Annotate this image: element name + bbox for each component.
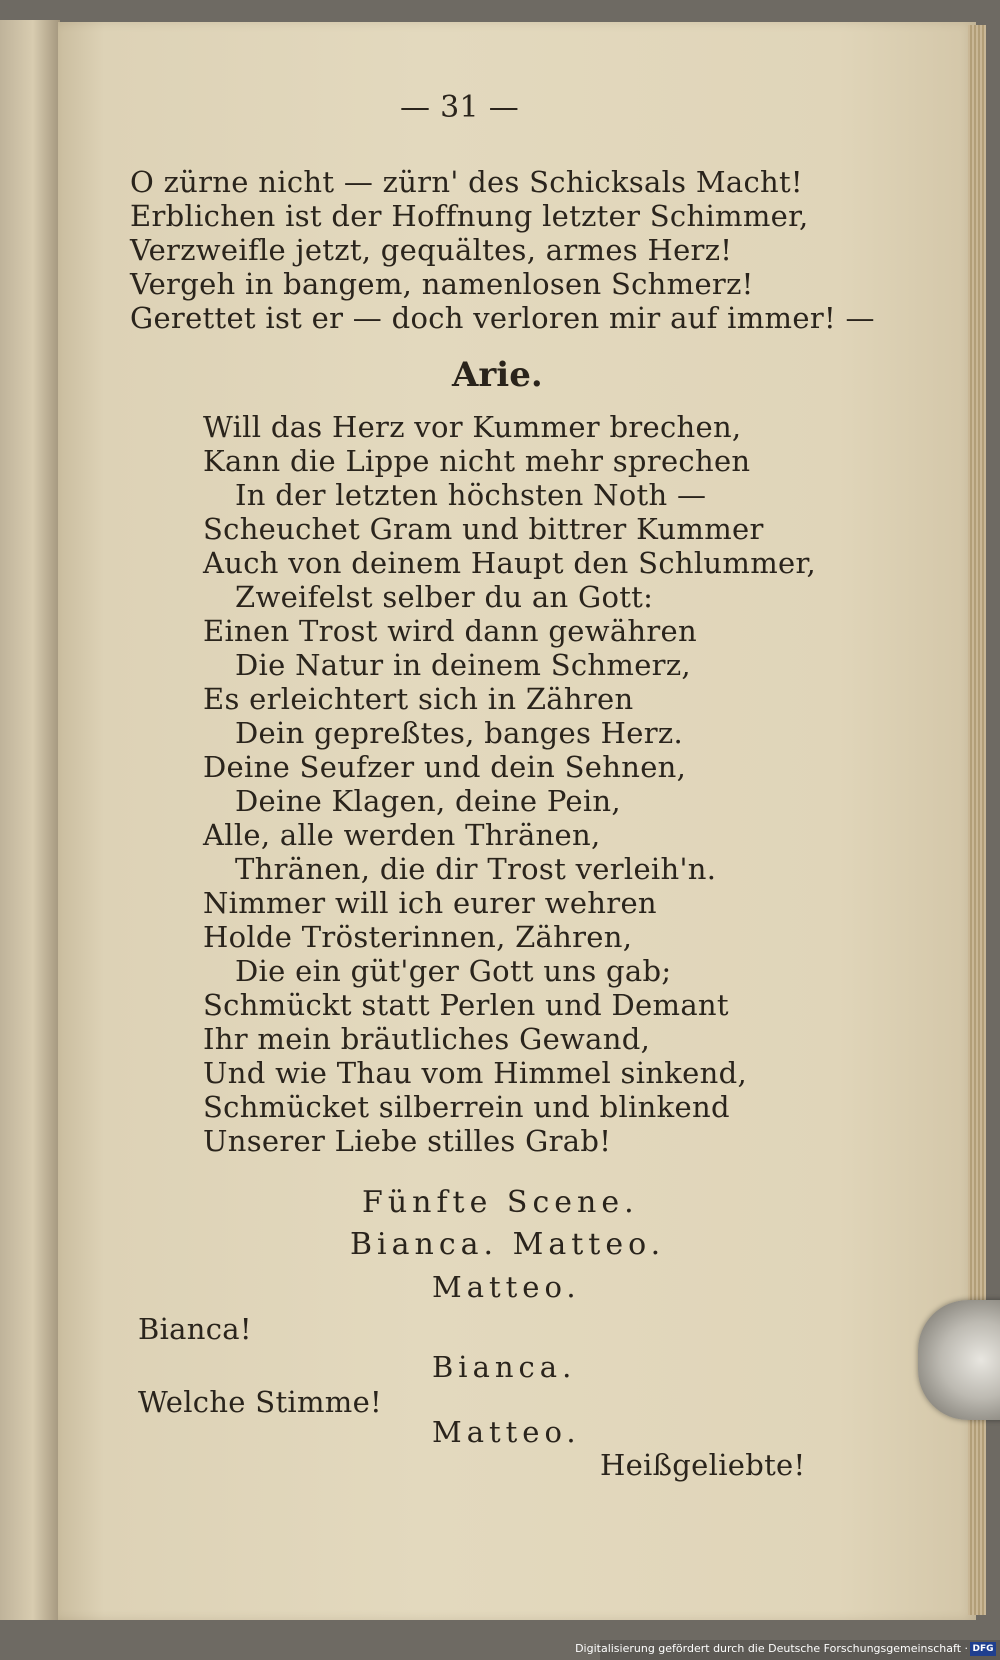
recitative-line: Vergeh in bangem, namenlosen Schmerz!: [130, 267, 754, 301]
aria-line: Will das Herz vor Kummer brechen,: [203, 410, 742, 444]
dialogue-line-2: Welche Stimme!: [138, 1385, 382, 1419]
aria-line: Unserer Liebe stilles Grab!: [203, 1124, 612, 1158]
aria-line: Es erleichtert sich in Zähren: [203, 682, 634, 716]
aria-line: Einen Trost wird dann gewähren: [203, 614, 697, 648]
speaker-bianca: Bianca.: [432, 1350, 577, 1384]
aria-line: Deine Klagen, deine Pein,: [235, 784, 621, 818]
aria-line: Die Natur in deinem Schmerz,: [235, 648, 691, 682]
scene-heading: Fünfte Scene.: [362, 1185, 639, 1220]
aria-line: Alle, alle werden Thränen,: [203, 818, 601, 852]
recitative-line: Verzweifle jetzt, gequältes, armes Herz!: [130, 233, 733, 267]
aria-line: Ihr mein bräutliches Gewand,: [203, 1022, 651, 1056]
recitative-line: O zürne nicht — zürn' des Schicksals Macht!: [130, 165, 803, 199]
footer-credit: Digitalisierung gefördert durch die Deutsche Forschungsgemeinschaft ·: [575, 1642, 968, 1655]
aria-line: Schmücket silberrein und blinkend: [203, 1090, 730, 1124]
aria-heading: Arie.: [452, 355, 543, 395]
aria-line: Nimmer will ich eurer wehren: [203, 886, 657, 920]
aria-line: In der letzten höchsten Noth —: [235, 478, 707, 512]
aria-line: Kann die Lippe nicht mehr sprechen: [203, 444, 751, 478]
aria-line: Deine Seufzer und dein Sehnen,: [203, 750, 687, 784]
scene-characters: Bianca. Matteo.: [350, 1227, 666, 1262]
recitative-line: Gerettet ist er — doch verloren mir auf immer! —: [130, 301, 875, 335]
aria-line: Holde Trösterinnen, Zähren,: [203, 920, 633, 954]
speaker-matteo-2: Matteo.: [432, 1415, 581, 1449]
dfg-logo: DFG: [970, 1642, 996, 1656]
aria-line: Scheuchet Gram und bittrer Kummer: [203, 512, 764, 546]
scanner-thumb: [918, 1300, 1000, 1420]
dialogue-line-3: Heißgeliebte!: [600, 1448, 806, 1482]
aria-line: Und wie Thau vom Himmel sinkend,: [203, 1056, 747, 1090]
dialogue-line-1: Bianca!: [138, 1312, 252, 1346]
aria-line: Thränen, die dir Trost verleih'n.: [235, 852, 717, 886]
aria-line: Auch von deinem Haupt den Schlummer,: [203, 546, 816, 580]
page-number: — 31 —: [400, 90, 520, 125]
aria-line: Schmückt statt Perlen und Demant: [203, 988, 729, 1022]
recitative-line: Erblichen ist der Hoffnung letzter Schimmer,: [130, 199, 809, 233]
speaker-matteo-1: Matteo.: [432, 1270, 581, 1304]
aria-line: Zweifelst selber du an Gott:: [235, 580, 654, 614]
aria-line: Dein gepreßtes, banges Herz.: [235, 716, 683, 750]
aria-line: Die ein güt'ger Gott uns gab;: [235, 954, 672, 988]
